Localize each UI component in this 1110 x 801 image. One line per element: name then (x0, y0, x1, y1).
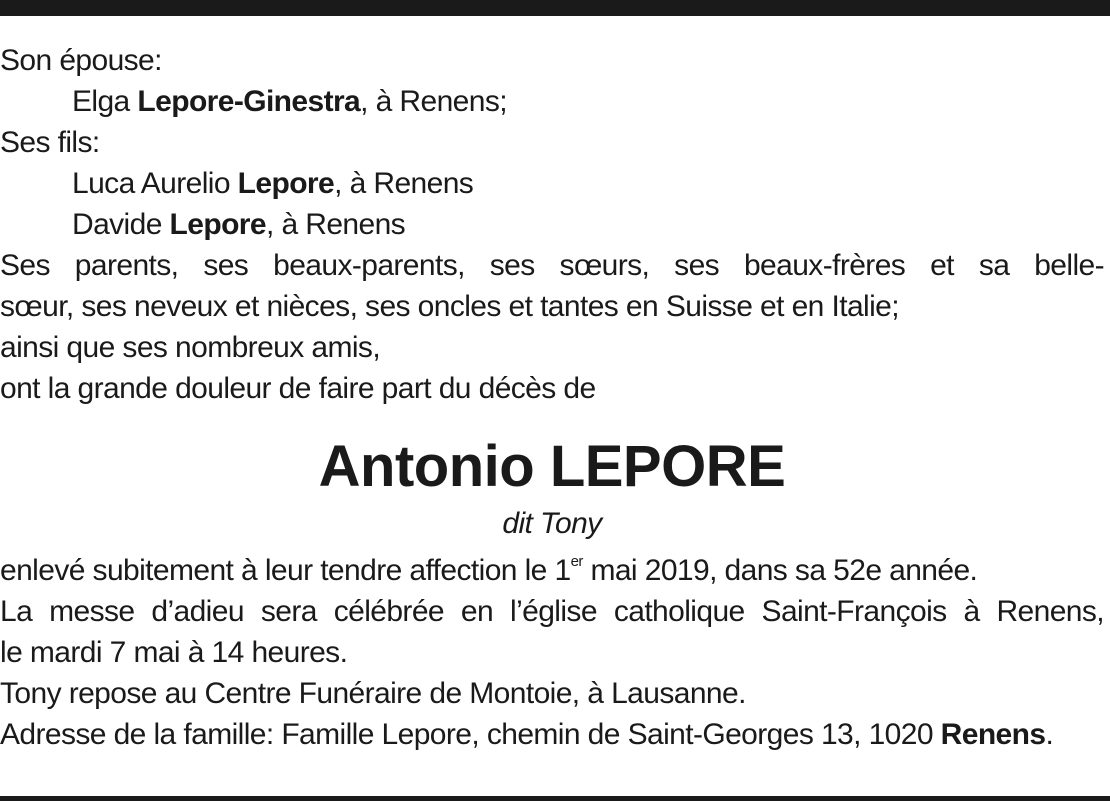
address-city: Renens (940, 718, 1046, 751)
ordinal-suffix: er (570, 553, 583, 570)
son-first-name: Davide (72, 208, 162, 241)
relatives-line-2: sœur, ses neveux et nièces, ses oncles et tantes en Suisse et en Italie; (0, 290, 899, 323)
mass-line-1: La messe d’adieu sera célébrée en l’église catholique Saint-François à Renens, (0, 595, 1104, 628)
spouse-label: Son épouse: (0, 44, 162, 77)
address-text: Adresse de la famille: Famille Lepore, chemin de Saint-Georges 13, 1020 (0, 718, 941, 751)
mass-line-2: le mardi 7 mai à 14 heures. (0, 636, 348, 669)
deceased-name: Antonio LEPORE (318, 434, 786, 499)
death-text-post: mai 2019, dans sa 52e année. (582, 554, 978, 587)
obituary-notice (0, 40, 1104, 755)
address-line (0, 714, 1104, 755)
son-location: , à Renens (334, 167, 474, 200)
spouse-location: , à Renens; (360, 85, 507, 118)
son-first-name: Luca Aurelio (72, 167, 230, 200)
bottom-rule (0, 796, 1110, 801)
death-line (0, 550, 1104, 591)
spouse-entry (0, 81, 1104, 122)
spouse-first-name: Elga (72, 85, 130, 118)
announce-line: ont la grande douleur de faire part du décès de (0, 372, 596, 405)
relatives-line-1: Ses parents, ses beaux-parents, ses sœurs, ses beaux-frères et sa belle- (0, 249, 1104, 282)
top-rule (0, 0, 1110, 16)
sons-label: Ses fils: (0, 126, 100, 159)
friends-line: ainsi que ses nombreux amis, (0, 331, 381, 364)
son-last-name: Lepore (169, 208, 266, 241)
address-end: . (1045, 718, 1054, 751)
rest-line: Tony repose au Centre Funéraire de Montoie, à Lausanne. (0, 677, 746, 710)
spouse-last-name: Lepore-Ginestra (137, 85, 361, 118)
son-last-name: Lepore (237, 167, 335, 200)
son-entry (0, 163, 1104, 204)
son-location: , à Renens (265, 208, 406, 241)
son-entry (0, 204, 1104, 245)
death-text-pre: enlevé subitement à leur tendre affection le 1 (0, 554, 571, 587)
deceased-nickname: dit Tony (502, 507, 602, 540)
